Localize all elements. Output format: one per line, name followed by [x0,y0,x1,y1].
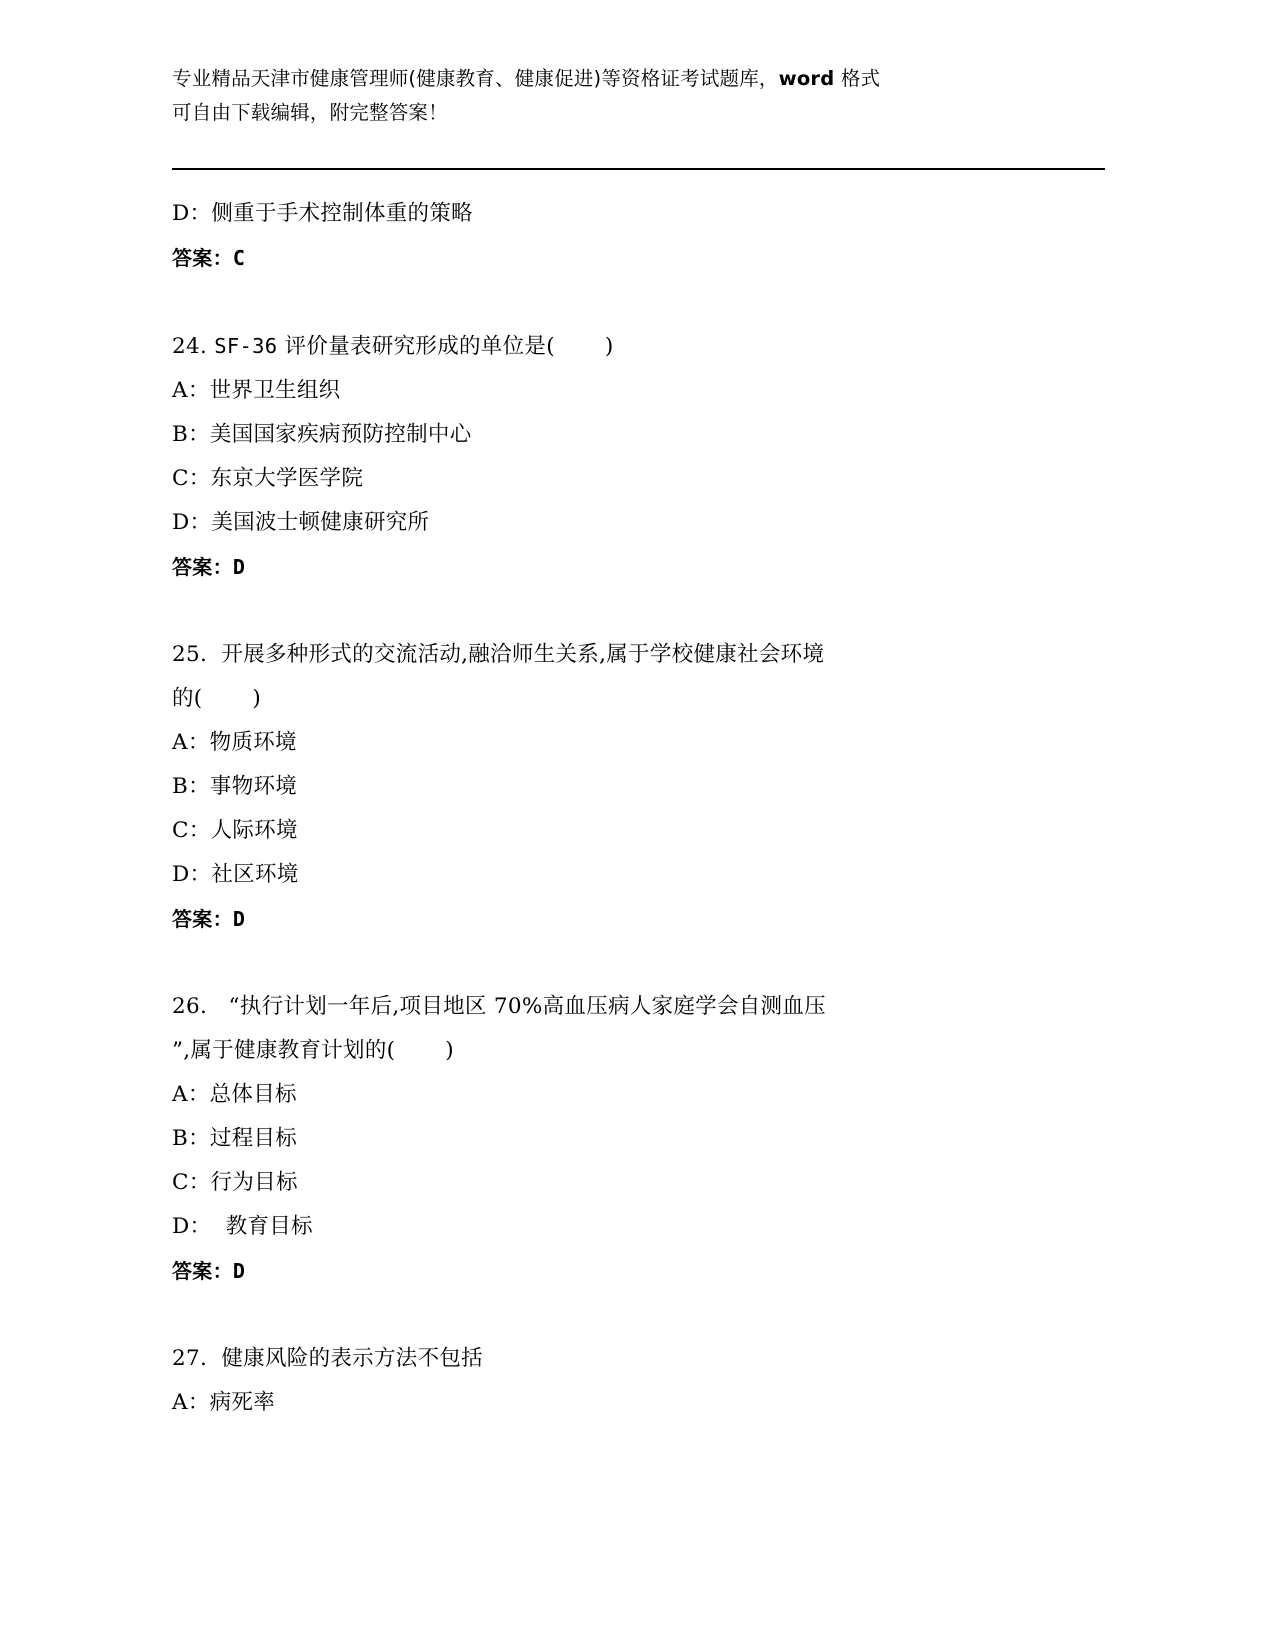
answer-label: 答案： [172,907,233,931]
question-27-stem [172,1337,1107,1381]
question-26-stem-line1: “执行计划一年后,项目地区 70%高血压病人家庭学会自测血压 [228,994,826,1019]
question-25-option-c: C：人际环境 [172,818,298,843]
header-line2: 可自由下载编辑，附完整答案！ [172,101,448,124]
spacer [172,280,1107,324]
answer-label: 答案： [172,1259,233,1283]
header-divider [172,168,1105,170]
carryover-option-d: D：侧重于手术控制体重的策略 [172,201,473,226]
answer-value: D [232,1259,246,1283]
answer-label: 答案： [172,246,233,270]
question-26-option-b: B：过程目标 [172,1126,298,1151]
question-25-option-d: D：社区环境 [172,862,299,887]
answer-label: 答案： [172,555,233,579]
header-text-part2: 格式 [834,67,881,90]
header-bold-word: word [778,67,835,90]
spacer [172,1293,1107,1337]
question-25-stem [172,633,1107,677]
question-26-option-a: A：总体目标 [172,1082,297,1107]
question-25-stem-line2: 的( ) [172,686,262,711]
question-26-stem-line2: ”,属于健康教育计划的( ) [172,1038,454,1063]
question-25-number: 25. [172,642,208,667]
question-26-option-d: D： 教育目标 [172,1214,313,1239]
spacer [172,589,1107,633]
question-24-stem [172,324,1107,369]
header-text-part1: 专业精品天津市健康管理师(健康教育、健康促进)等资格证考试题库， [172,67,779,90]
question-25-option-b: B：事物环境 [172,774,298,799]
spacer [172,941,1107,985]
answer-value: C [232,246,246,270]
question-24-option-d: D：美国波士顿健康研究所 [172,510,430,535]
question-26-option-c: C：行为目标 [172,1170,298,1195]
question-24-answer [172,545,1107,589]
question-26-stem [172,985,1107,1029]
page-header [172,62,1107,130]
document-body [172,192,1107,1425]
question-25-option-a: A：物质环境 [172,730,297,755]
carryover-answer [172,236,1107,280]
question-24-number: 24. [172,334,208,359]
question-24-option-b: B：美国国家疾病预防控制中心 [172,422,472,447]
question-24-stem-rest: 评价量表研究形成的单位是( ) [284,334,614,359]
question-24-stem-mono: SF-36 [214,334,278,358]
question-24-option-a: A：世界卫生组织 [172,378,341,403]
question-25-answer [172,897,1107,941]
answer-value: D [232,907,246,931]
answer-value: D [232,555,246,579]
question-25-stem-line1: 开展多种形式的交流活动,融洽师生关系,属于学校健康社会环境 [221,642,825,667]
question-26-number: 26. [172,994,208,1019]
question-26-answer [172,1249,1107,1293]
question-24-option-c: C：东京大学医学院 [172,466,364,491]
question-27-option-a: A：病死率 [172,1390,276,1415]
question-27-number: 27. [172,1346,208,1371]
question-27-stem-line1: 健康风险的表示方法不包括 [221,1346,483,1371]
